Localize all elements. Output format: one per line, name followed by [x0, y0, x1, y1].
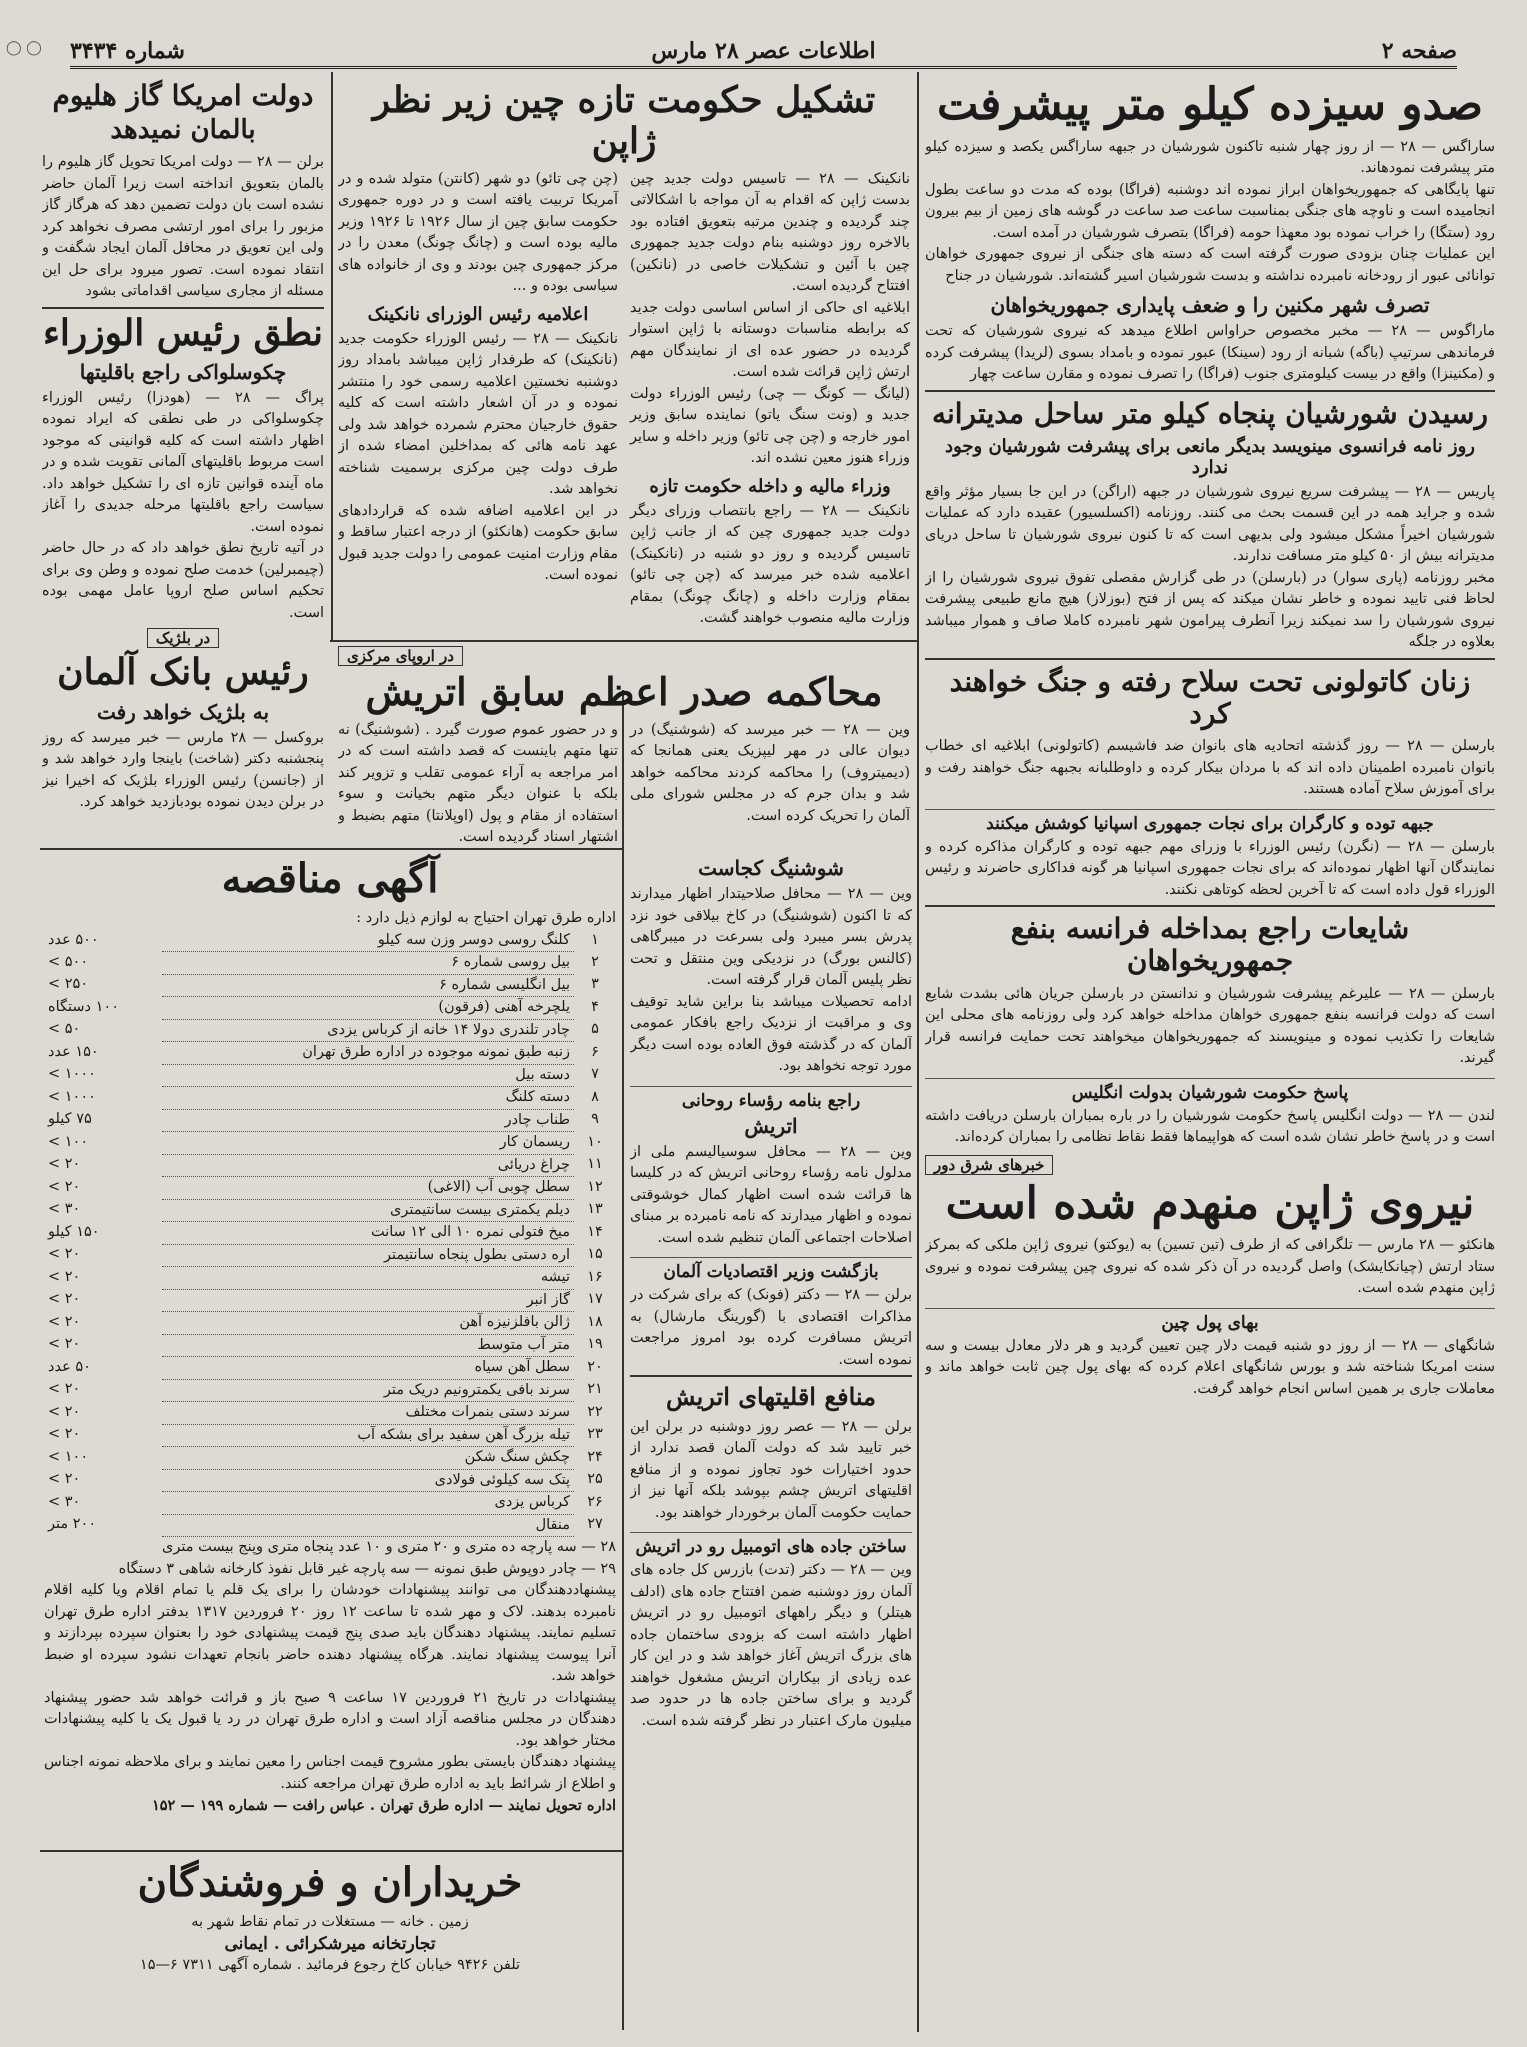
tender-item-number: ۱۵	[587, 1246, 603, 1262]
tender-item-number: ۱۰	[587, 1133, 603, 1150]
tender-item-name: چکش سنگ شکن	[162, 1447, 574, 1470]
column-rule	[622, 690, 624, 2030]
tender-item-name: میخ فتولی نمره ۱۰ الی ۱۲ سانت	[162, 1222, 574, 1245]
article-paragraph: مخبر روزنامه (پاری سوار) در (بارسلن) در طی گزارش مفصلی تفوق نیروی شورشیان را از لحاظ فنی تایید نموده و خاطر نشان میکند که پس از فتح (بوزلاز) هیچ مانع طبیعی پیشرفت نیروی شورشیان را سد نمیکند زیرا آنطرف پیرامون شهر نامبرده کاملا صاف و هموار میباشد بعلاوه در جلگه	[925, 569, 1495, 651]
column-china-government	[338, 76, 910, 636]
subheadline-nanking-declaration: اعلامیه رئیس الوزرای نانکینک	[367, 303, 589, 325]
tender-item-number: ۷	[591, 1066, 599, 1082]
tender-item-number: ۲۷	[587, 1516, 603, 1532]
tender-terms: پیشنهاددهندگان می توانند پیشنهادات خودشان را برای یک قلم یا تمام اقلام ویا کلیه اقلام نامبرده بدهند. لاک و مهر شده تا ساعت ۱۲ روز ۲۰ فروردین ۱۳۱۷ بدفتر اداره طرق تهران تسلیم نمایند. پیشنهاد دهندگان باید صدی پنج قیمت پیشنهادی خود را بعنوان سپرده بپردازند و آنرا پیوست پیشنهاد نمایند. هرگاه پیشنهاد دهنده حاضر بانجام تعهدات نشود سپرده او ضبط خواهد شد.	[44, 1582, 616, 1684]
tender-item-quantity: ۲۰ >	[48, 1426, 81, 1442]
tender-item-row	[44, 1042, 616, 1065]
tender-item-number: ۲۵	[587, 1471, 603, 1487]
tender-item-number: ۲۲	[587, 1403, 603, 1420]
central-europe-label: در اروپای مرکزی	[338, 646, 463, 666]
column-austria	[630, 850, 912, 2030]
tender-item-name: چراغ دریائی	[162, 1154, 574, 1177]
tender-item-row	[44, 930, 616, 952]
austria-trial-header	[338, 646, 910, 846]
tender-item-quantity: ۲۰ >	[48, 1246, 81, 1262]
article-paragraph: ادامه تحصیلات میباشد بنا براین شاید توقیف وی و مراقبت از نزدیک راجع بافکار عمومی آلمان که در گذشته فوق العاده بوده است دیگر مورد توجه نخواهد بود.	[630, 993, 912, 1074]
binding-holes: ◯ ◯	[6, 40, 42, 56]
tender-item-name: تیشه	[162, 1267, 574, 1290]
tender-item-quantity: ۱۵۰ عدد	[48, 1043, 99, 1060]
tender-item-row	[44, 1267, 616, 1290]
tender-advertisement	[44, 852, 616, 1847]
tender-item-name: ریسمان کار	[162, 1132, 574, 1155]
tender-item-name: دسته بیل	[162, 1064, 574, 1087]
tender-item-row	[44, 1019, 616, 1042]
tender-item-name: کلنگ روسی دوسر وزن سه کیلو	[162, 930, 574, 952]
subheadline-french-paper: روز نامه فرانسوی مینویسد بدیگر مانعی برای پیشرفت شورشیان وجود ندارد	[945, 435, 1475, 478]
tender-item-number: ۲۴	[587, 1448, 603, 1465]
tender-item-quantity: ۲۰ >	[48, 1313, 81, 1330]
tender-item-row	[44, 1109, 616, 1132]
tender-item-number: ۱۱	[587, 1156, 603, 1172]
subheadline-economy-minister: بازگشت وزیر اقتصادیات آلمان	[630, 1257, 912, 1282]
article-paragraph: ابلاغیه ای حاکی از اساس اساسی دولت جدید که برابطه مناسبات دوستانه با ژاپن استوار گردیده در حضور عده ای از نمایندگان مهم ارتش ژاپن قرائت شده است.	[630, 299, 910, 381]
article-paragraph: در این اعلامیه اضافه شده که قراردادهای سابق حکومت (هانکئو) از درجه اعتبار ساقط و مقام وزارت امنیت عمومی را دولت جدید قبول نموده است.	[338, 502, 618, 584]
tender-item-name: دسته کلنگ	[162, 1087, 574, 1110]
belgium-label: در بلژیک	[147, 628, 219, 648]
headline-new-china-government: تشکیل حکومت تازه چین زیر نظر ژاپن	[372, 79, 876, 163]
article-paragraph: برلن — ۲۸ — عصر روز دوشنبه در برلن این خبر تایید شد که دولت آلمان قصد ندارد از حدود اختیارات خود تجاوز نموده و از منافع اقلیتهای اتریش چشم بپوشد بلکه آنها نیز از حمایت حکومت آلمان برخوردار خواهند بود.	[630, 1418, 912, 1521]
article-paragraph: بروکسل — ۲۸ مارس — خبر میرسد که روز پنجشنبه دکتر (شاخت) باینجا وارد خواهد شد و از (جانسن) رئیس الوزراء بلژیک که اخیرا نیز در برلن دیدن نموده بودبازدید خواهد کرد.	[42, 729, 324, 811]
column-rule	[917, 72, 919, 2032]
article-paragraph: وین — ۲۸ — محافل سوسیالیسم ملی از مدلول نامه رؤساء روحانی اتریش که در کلیسا ها قرائت شده است اظهار کمال خوشوقتی نموده و اظهار میدارند که نامه نامبرده بر مبنای اصلاحات اجتماعی آلمان تنظیم شده است.	[630, 1143, 912, 1246]
tender-item-number: ۱۴	[587, 1223, 603, 1240]
section-rule	[40, 1850, 622, 1852]
tender-item-number: ۲۱	[587, 1381, 603, 1397]
real-estate-line: زمین . خانه — مستغلات در تمام نقاط شهر به	[191, 1914, 469, 1930]
tender-item-quantity: ۲۰ >	[48, 1291, 81, 1307]
tender-item-row	[44, 1492, 616, 1515]
tender-item-name: منقال	[162, 1514, 574, 1537]
article-paragraph: پراگ — ۲۸ — (هودزا) رئیس الوزراء چکوسلواکی در طی نطقی که ایراد نموده اظهار داشته است که کلیه قوانینی که موجود است مربوط باقلیتهای آلمانی تقویت شده و در ماه آینده قوانین تازه ای را تشکیل خواهد داد. سیاست راجع باقلیتها مرحله جدیدی را آغاز نموده است.	[42, 389, 324, 535]
subheadline-czechoslovakia: چکوسلواکی راجع باقلیتها	[79, 359, 287, 384]
subheadline-occupation: تصرف شهر مکنین را و ضعف پایداری جمهوریخواهان	[990, 293, 1430, 318]
tender-item-quantity: ۱۰۰ >	[48, 1448, 89, 1465]
headline-japan-destroyed: نیروی ژاپن منهدم شده است	[945, 1177, 1475, 1229]
tender-item-row	[44, 1379, 616, 1402]
tender-item-quantity: ۲۵۰ >	[48, 976, 89, 992]
far-east-label: خبرهای شرق دور	[925, 1155, 1053, 1175]
column-rule	[331, 72, 333, 642]
article-paragraph: (لیانگ — کونگ — چی) رئیس الوزراء دولت جدید و (ونت سنگ یاتو) نماینده سابق وزیر امور خارجه و (چن چی تائو) وزیر داخله و سایر وزراء هنوز معین نشده اند.	[630, 385, 910, 467]
subheadline-clergy-letter-2: اتریش	[744, 1113, 798, 1138]
tender-item-row	[44, 997, 616, 1020]
article-paragraph: (چن چی تائو) دو شهر (کانتن) متولد شده و در آمریکا تربیت یافته است و در دوره جمهوری حکومت سابق چین از سال ۱۹۲۶ تا ۱۹۲۶ وزیر مالیه بوده است و (چانگ چونگ) معدن را در مرکز جمهوری چین بودند و وی از خانواده های سیاسی بوده و ...	[338, 170, 619, 295]
article-paragraph: این عملیات چنان بزودی صورت گرفته است که دسته های جنگی از نیروی جمهوری خواهان توانائی عبور از رودخانه نامبرده نداشته و بدست شورشیان اسیر گشته‌اند. شورشیان در جناح	[925, 246, 1495, 284]
article-paragraph: وین — ۲۸ — محافل صلاحیتدار اظهار میدارند که تا اکنون (شوشنیگ) در کاخ بیلاقی خود نزد پدرش بسر میبرد ولی بسرعت در میبرگاهی (کالنس بورگ) در نزدیکی وین منتقل و تحت نظر پلیس آلمان قرار گرفته است.	[630, 886, 912, 988]
tender-item-row	[44, 1469, 616, 1492]
headline-france-rumors: شایعات راجع بمداخله فرانسه بنفع جمهوریخواهان	[925, 905, 1495, 977]
tender-item-number: ۱	[591, 931, 599, 948]
tender-item-name: چادر تلندری دولا ۱۴ خانه از کرباس یزدی	[162, 1019, 574, 1042]
article-paragraph: در آتیه تاریخ نطق خواهد داد که در حال حاضر (چیمبرلین) خدمت صلح نموده و وطن وی برای تحکیم اساس صلح اروپا عامل مهمی بوده است.	[42, 540, 324, 621]
headline-prime-minister-speech: نطق رئیس الوزراء	[42, 307, 324, 354]
article-paragraph: تنها پایگاهی که جمهوریخواهان ابراز نموده اند دوشنبه (فراگا) بوده که مدت دو ساعت بطول انجامیده است و ناوچه های جنگی بمناسبت ساعت صد ساعت در گوشه های زمین از بیم بیرون رود (ستگا) را خراب نموده بود معهذا حومه (فراگا) بتصرف شورشیان در آمده است.	[925, 181, 1495, 241]
tender-item-name: سرند دستی بنمرات مختلف	[162, 1402, 574, 1425]
tender-item-quantity: ۲۰ >	[48, 1471, 81, 1487]
headline-austria-trial: محاکمه صدر اعظم سابق اتریش	[365, 669, 883, 714]
tender-item-quantity: ۲۰ >	[48, 1178, 81, 1195]
article-paragraph: نانکینک — ۲۸ — راجع بانتصاب وزرای دیگر دولت جدید جمهوری چین که از جانب ژاپن تاسیس گردیده و روز دو شنبه در (نانکینک) اعلامیه شده خبر میرسد که (چن چی تائو) بمقام وزارت داخله و (چانگ چونگ) بمقام وزارت مالیه منصوب خواهند گشت.	[630, 502, 910, 627]
header-masthead: اطلاعات عصر ۲۸ مارس	[651, 38, 876, 64]
subheadline-clergy-letter: راجع بنامه رؤساء روحانی	[630, 1086, 912, 1111]
tender-item-name: پتک سه کیلوئی فولادی	[162, 1469, 574, 1492]
tender-item-row	[44, 1312, 616, 1335]
tender-item-name: یلچرخه آهنی (فرقون)	[162, 997, 574, 1020]
section-rule	[330, 640, 918, 642]
tender-item-row	[44, 1087, 616, 1110]
subheadline-popular-front: جبهه توده و کارگران برای نجات جمهوری اسپانیا کوشش میکنند	[925, 809, 1495, 834]
tender-item-row	[44, 1199, 616, 1222]
subheadline-roads: ساختن جاده های اتومبیل رو در اتریش	[630, 1532, 912, 1557]
tender-item-number: ۱۸	[587, 1313, 603, 1330]
subheadline-where-schuschnigg: شوشنیگ کجاست	[698, 856, 844, 880]
article-paragraph: برلن — ۲۸ — دولت امریکا تحویل گاز هلیوم را بالمان بتعویق انداخته است زیرا آلمان حاضر نشده است بان دولت تضمین دهد که هرگاز گاز مزبور را برای امور ارتشی مصرف نخواهد کرد ولی این تعویق در محافل آلمان ایجاد شگفت و انتقاد نموده است. تصور میرود برای حل این مسئله از مجاری سیاسی اقداماتی بشود	[42, 154, 324, 300]
tender-intro: اداره طرق تهران احتیاج به لوازم ذیل دارد :	[356, 910, 616, 926]
tender-item-row	[44, 1402, 616, 1425]
article-paragraph: برلن — ۲۸ — دکتر (فونک) که برای شرکت در مذاکرات اقتصادی با (گورینگ مارشال) به اتریش مسافرت کرده بود امروز مراجعت نموده است.	[630, 1287, 912, 1368]
tender-item-row	[44, 1334, 616, 1357]
tender-item-row	[44, 1064, 616, 1087]
tender-item-quantity: ۵۰ >	[48, 1021, 81, 1037]
tender-item-28: ۲۸ — سه پارچه ده متری و ۲۰ متری و ۱۰ عدد پنجاه متری وپنج بیست متری	[161, 1539, 616, 1555]
tender-item-name: بیل روسی شماره ۶	[162, 952, 574, 975]
tender-item-name: تیله بزرگ آهن سفید برای بشکه آب	[162, 1424, 574, 1447]
tender-item-name: اره دستی بطول پنجاه سانتیمتر	[162, 1244, 574, 1267]
article-paragraph: بارسلن — ۲۸ — علیرغم پیشرفت شورشیان و ندانستن در بارسلن جریان هائی بشدت شایع است که دولت فرانسه بنفع جمهوری خواهان مداخله خواهد کرد ولی روزنامه های محلی این شایعات را تکذیب نموده و مینویسند که جمهوریخواهان میخواهند تحت حمایت فرانسه قرار گیرند.	[925, 985, 1495, 1067]
subheadline-chinese-money: بهای پول چین	[925, 1308, 1495, 1333]
tender-item-quantity: ۱۰۰ >	[48, 1133, 89, 1150]
tender-item-name: متر آب متوسط	[162, 1334, 574, 1357]
tender-item-quantity: ۱۰۰۰ >	[48, 1066, 96, 1082]
tender-item-name: سطل آهن سیاه	[162, 1357, 574, 1380]
tender-item-quantity: ۲۰ >	[48, 1156, 81, 1172]
tender-item-row	[44, 1154, 616, 1177]
tender-item-quantity: ۳۰ >	[48, 1201, 81, 1217]
tender-item-number: ۳	[591, 976, 599, 992]
tender-item-name: بیل انگلیسی شماره ۶	[162, 974, 574, 997]
tender-items-table	[44, 930, 616, 1538]
real-estate-company: تجارتخانه میرشکرائی . ایمانی	[224, 1933, 436, 1954]
tender-item-number: ۱۲	[587, 1178, 603, 1195]
tender-item-number: ۲۶	[587, 1493, 603, 1510]
tender-item-row	[44, 1357, 616, 1380]
tender-item-quantity: ۳۰ >	[48, 1493, 81, 1510]
article-paragraph: ساراگس — ۲۸ — از روز چهار شنبه تاکنون شورشیان در جبهه ساراگس یکصد و سیزده کیلو متر پیشرفت نمودهاند.	[925, 138, 1495, 177]
tender-item-quantity: ۲۰ >	[48, 1268, 81, 1285]
subheadline-reply-england: پاسخ حکومت شورشیان بدولت انگلیس	[925, 1078, 1495, 1103]
tender-item-quantity: ۲۰ >	[48, 1381, 81, 1397]
tender-item-name: دیلم یکمتری بیست سانتیمتری	[162, 1199, 574, 1222]
article-paragraph: نانکینک — ۲۸ — تاسیس دولت جدید چین بدست ژاپن که اقدام به آن مواجه با اشکالاتی چند گردیده و چندین مرتبه بتعویق افتاده بود بالاخره روز دوشنبه بنام دولت جدید جمهوری چین با آئین و تشکیلات خاصی در (نانکین) افتتاح گردیده است.	[630, 170, 910, 295]
tender-item-number: ۲۳	[587, 1426, 603, 1442]
tender-item-row	[44, 1222, 616, 1245]
tender-item-number: ۱۶	[587, 1268, 603, 1285]
tender-item-quantity: ۱۵۰ کیلو	[48, 1223, 100, 1240]
column-spain-and-far-east	[925, 76, 1495, 2036]
headline-minorities: منافع اقلیتهای اتریش	[630, 1375, 912, 1411]
article-paragraph: پاریس — ۲۸ — پیشرفت سریع نیروی شورشیان در جبهه (اراگن) در این جا بسیار مؤثر واقع شده و جراید همه در این قسمت بحث می کنند. روزنامه (اکسلسیور) عقیده دارد که عملیات شورشیان اخیراً مشکل میشود ولی بدیهی است که تا کنون نیروی شورشیان تا ساحل دریای مدیترانه بیش از ۵۰ کیلو متر مسافت ندارند.	[925, 483, 1495, 565]
tender-item-number: ۱۳	[587, 1201, 603, 1217]
tender-item-row	[44, 1132, 616, 1155]
tender-terms: پیشنهادات در تاریخ ۲۱ فروردین ۱۷ ساعت ۹ صبح باز و قرائت خواهد شد حضور پیشنهاد دهندگان در مجلس مناقصه آزاد است و اداره طرق تهران در رد یا قبول یک یا کلیه پیشنهادات مختار خواهد بود.	[44, 1689, 616, 1749]
tender-item-row	[44, 1244, 616, 1267]
tender-item-number: ۴	[591, 998, 599, 1015]
tender-item-number: ۲۰	[587, 1358, 603, 1375]
article-paragraph: ماراگوس — ۲۸ — مخبر مخصوص حراواس اطلاع میدهد که نیروی شورشیان که تحت فرماندهی سرتیپ (باگه) شبانه از رود (سینکا) عبور نموده و بامداد بسوی (لریدا) پیشرفت کرده و (مکنینزا) واقع در بیست کیلومتری جنوب (فراگا) را تصرف نموده و مقارن ساعت چهار	[925, 323, 1495, 383]
tender-item-row	[44, 1447, 616, 1470]
tender-item-row	[44, 1177, 616, 1200]
subheadline-finance-ministers: وزراء مالیه و داخله حکومت تازه	[649, 475, 891, 497]
headline-mediterranean: رسیدن شورشیان پنجاه کیلو متر ساحل مدیترانه	[925, 390, 1495, 430]
tender-item-quantity: ۱۰۰ دستگاه	[48, 998, 119, 1015]
tender-item-name: سطل چوبی آب (الاغی)	[162, 1177, 574, 1200]
section-rule	[40, 848, 622, 850]
real-estate-contact: تلفن ۹۴۲۶ خیابان کاخ رجوع فرمائید . شماره آگهی ۷۳۱۱ ۶—۱۵	[139, 1957, 521, 1973]
tender-terms: پیشنهاد دهندگان بایستی بطور مشروح قیمت اجناس را معین نمایند و برای ملاحظه نمونه اجناس و اطلاع از شرائط باید به اداره طرق تهران مراجعه کنند.	[44, 1754, 616, 1792]
header-issue-number: شماره ۳۴۳۴	[70, 38, 185, 64]
tender-item-number: ۵	[591, 1021, 599, 1037]
real-estate-advertisement	[44, 1856, 616, 2036]
tender-item-quantity: ۷۵ کیلو	[48, 1111, 92, 1127]
tender-item-quantity: ۲۰ >	[48, 1336, 81, 1352]
tender-item-number: ۱۷	[587, 1291, 603, 1307]
tender-item-quantity: ۵۰ عدد	[48, 1358, 91, 1375]
tender-item-number: ۹	[591, 1111, 599, 1127]
article-paragraph: بارسلن — ۲۸ — (نگرن) رئیس الوزراء با وزرای مهم جبهه توده و کارگران مذاکره کرده و نمایندگان آنها اظهار نموده‌اند که برای نجات جمهوری اسپانیا هر گونه فداکاری حاضرند و رئیس الوزراء قول داده است که تا آخرین لحظه کوتاهی نکنند.	[925, 838, 1495, 898]
article-paragraph: وین — ۲۸ — خبر میرسد که (شوشنیگ) در دیوان عالی در مهر لیپزیک یعنی همانجا که (دیمیتروف) را محاکمه کردند محاکمه خواهد شد و بدان جرم که در مجلس شورای ملی آلمان را تحریک کرده است.	[630, 721, 910, 824]
tender-item-name: سرند بافی یکمترونیم دریک متر	[162, 1379, 574, 1402]
tender-item-quantity: ۱۰۰۰ >	[48, 1088, 96, 1105]
article-paragraph: وین — ۲۸ — دکتر (تدت) بازرس کل جاده های آلمان روز دوشنبه ضمن افتتاح جاده های (ادلف هیتلر) و دیگر راههای اتومبیل رو در اتریش اظهار داشته است که بزودی ساختمان جاده های بزرگ اتریش آغاز خواهد شد و در این کار عده زیادی از بیکاران اتریش مشغول خواهند گردید و برای ساختن جاده ها در حدود صد میلیون مارک اعتبار در نظر گرفته شده است.	[630, 1562, 912, 1729]
tender-item-number: ۱۹	[587, 1336, 603, 1352]
header-page-number: صفحه ۲	[1381, 38, 1457, 64]
article-paragraph: شانگهای — ۲۸ — از روز دو شنبه قیمت دلار چین تعیین گردید و هر دلار معادل بیست و سه سنت امریکا شناخته شد و بورس شانگهای اعلام کرده که بهای پول چین ثابت خواهد ماند و معاملات جاری بر همین اساس انجام خواهد گرفت.	[925, 1337, 1495, 1397]
headline-113km: صدو سیزده کیلو متر پیشرفت	[937, 79, 1483, 130]
real-estate-title: خریداران و فروشندگان	[137, 1859, 523, 1906]
tender-title: آگهی مناقصه	[221, 855, 439, 902]
tender-item-quantity: ۵۰۰ >	[48, 953, 89, 970]
tender-item-row	[44, 974, 616, 997]
tender-item-number: ۲	[591, 953, 599, 970]
tender-item-quantity: ۲۰ >	[48, 1403, 81, 1420]
column-europe-briefs	[42, 76, 324, 846]
tender-item-number: ۸	[591, 1088, 599, 1105]
article-paragraph: لندن — ۲۸ — دولت انگلیس پاسخ حکومت شورشیان را در باره بمباران بارسلن دریافت داشته است و در پاسخ خاطر نشان شده است که هواپیماها فقط نقاط نظامی را بمباران کرده‌اند.	[925, 1107, 1495, 1146]
article-paragraph: بارسلن — ۲۸ — روز گذشته اتحادیه های بانوان ضد فاشیسم (کاتولونی) ابلاغیه ای خطاب بانوان نامبرده اطمینان داده اند که با مردان بیکار کرده و داوطلبانه بجبهه جنگ خواهند رفت و برای آموزش سلاح آماده هستند.	[925, 738, 1495, 798]
headline-catalan-women: زنان کاتولونی تحت سلاح رفته و جنگ خواهند کرد	[925, 658, 1495, 730]
subheadline-belgium-visit: به بلژیک خواهد رفت	[96, 699, 270, 724]
tender-item-row	[44, 1514, 616, 1537]
tender-item-name: طناب چادر	[162, 1109, 574, 1132]
tender-item-quantity: ۲۰۰ متر	[48, 1516, 97, 1532]
article-paragraph: و در حضور عموم صورت گیرد . (شوشنیگ) نه تنها متهم باینست که قصد داشته است که در امر مراجعه به آراء عمومی تقلب و تزویر کند بلکه با عنوان دیگر متهم بخیانت و سوء استفاده از مقام و پول (اوپلانتا) متهم بضبط و اشتهار اسناد گردیده است.	[338, 721, 618, 846]
tender-item-row	[44, 1424, 616, 1447]
tender-footer: اداره تحویل نمایند — اداره طرق تهران . عباس رافت — شماره ۱۹۹ — ۱۵۲	[151, 1797, 616, 1814]
tender-item-name: گاز انبر	[162, 1289, 574, 1312]
tender-item-name: زنبه طبق نمونه موجوده در اداره طرق تهران	[162, 1042, 574, 1065]
article-paragraph: نانکینک — ۲۸ — رئیس الوزراء حکومت جدید (نانکینک) که طرفدار ژاپن میباشد بامداد روز دوشنبه نخستین اعلامیه رسمی خود را منتشر نموده و در آن اشعار داشته است که کلیه حقوق خارجیان محترم شمرده خواهد شد ولی عهد نامه هائی که بمداخلین امضاء شده از طرف دولت چین مرکزی برسمیت شناخته نخواهد شد.	[338, 330, 618, 498]
tender-item-row	[44, 952, 616, 975]
page-header	[70, 36, 1457, 69]
article-paragraph: هانکئو — ۲۸ مارس — تلگرافی که از طرف (تین تسین) به (یوکتو) نیروی ژاپن ملکی که بمرکز ستاد ارتش (چیانکایشک) واصل گردیده در آن ذکر شده که نیروی چین پیشرفت نموده و نیروی ژاپن منهدم شده است.	[925, 1237, 1495, 1297]
tender-item-quantity: ۵۰۰ عدد	[48, 931, 99, 948]
headline-helium: دولت امریکا گاز هلیوم	[52, 79, 314, 112]
tender-item-name: کرباس یزدی	[162, 1492, 574, 1515]
headline-helium-2: بالمان نمیدهد	[110, 115, 256, 146]
tender-item-row	[44, 1289, 616, 1312]
headline-german-bank: رئیس بانک آلمان	[57, 651, 309, 694]
tender-item-29: ۲۹ — چادر دوپوش طبق نمونه — سه پارچه غیر قابل نفوذ کارخانه شاهی ۳ دستگاه	[118, 1560, 616, 1577]
tender-item-name: ژالن بافلزنیزه آهن	[162, 1312, 574, 1335]
tender-item-number: ۶	[591, 1043, 599, 1060]
